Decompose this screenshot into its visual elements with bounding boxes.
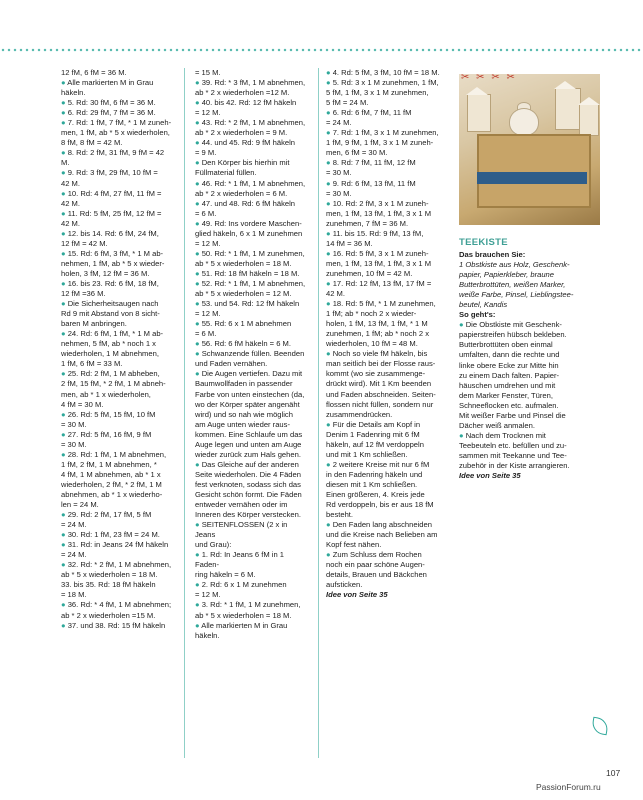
text-line: ● 37. und 38. Rd: 15 fM häkeln xyxy=(61,620,166,630)
text-line: zubehör in der Kiste arrangieren. xyxy=(459,460,570,470)
bullet-icon: ● xyxy=(326,419,333,429)
text-line: = 9 M. xyxy=(195,148,217,158)
text-line: ● Den Faden lang abschneiden xyxy=(326,520,432,530)
text-line: = 30 M. xyxy=(326,168,352,178)
text-line: ● 16. Rd: 5 fM, 3 x 1 M zuneh- xyxy=(326,248,429,258)
text-line: dem Marker Fenster, Türen, xyxy=(459,390,553,400)
text-line: nehmen, 1 fM, ab * 5 x wieder- xyxy=(61,258,165,268)
text-line: = 18 M. xyxy=(61,590,87,600)
text-line: nehmen, 5 fM, ab * noch 1 x xyxy=(61,339,156,349)
text-line: wieder zurück zum Hals gehen. xyxy=(195,449,301,459)
text-line: ● 43. Rd: * 2 fM, 1 M abnehmen, xyxy=(195,118,306,128)
text-line: ● Das Gleiche auf der anderen xyxy=(195,459,299,469)
text-line: Einen größeren, 4. Kreis jede xyxy=(326,489,425,499)
bullet-icon: ● xyxy=(61,78,68,88)
text-line: details, Brauen und Bäckchen xyxy=(326,570,427,580)
text-line: ● 40. bis 42. Rd: 12 fM häkeln xyxy=(195,98,297,108)
bullet-icon: ● xyxy=(326,349,333,359)
bullet-icon: ● xyxy=(61,510,68,520)
bullet-icon: ● xyxy=(61,188,68,198)
text-line: holen, 3 fM, 12 fM = 36 M. xyxy=(61,268,150,278)
bullet-icon: ● xyxy=(326,68,333,77)
text-line: 4 fM = 30 M. xyxy=(61,399,104,409)
bullet-icon: ● xyxy=(326,299,333,309)
text-line: ● Den Körper bis hierhin mit xyxy=(195,158,290,168)
text-line: ab * 2 x wiederholen =15 M. xyxy=(61,610,156,620)
bullet-icon: ● xyxy=(195,550,202,560)
text-line: wiederholen, 2 fM, * 2 fM, 1 M xyxy=(61,479,162,489)
text-line: ring häkeln = 6 M. xyxy=(195,570,256,580)
text-line: diesen mit 1 Km schließen. xyxy=(326,479,418,489)
text-line: Idee von Seite 35 xyxy=(326,590,388,600)
text-line: men, ab * 1 x wiederholen, xyxy=(61,389,151,399)
bullet-icon: ● xyxy=(61,530,68,540)
text-line: 42 M. xyxy=(61,178,80,188)
text-line: 12 fM = 42 M. xyxy=(61,238,108,248)
paper-house xyxy=(579,104,599,136)
text-line: und Faden vernähen. xyxy=(195,359,268,369)
teekiste-photo xyxy=(459,74,600,225)
text-line: 1 Obstkiste aus Holz, Geschenk- xyxy=(459,260,570,270)
text-line: ● 39. Rd: * 3 fM, 1 M abnehmen, xyxy=(195,78,306,88)
bullet-icon: ● xyxy=(195,138,202,148)
text-line: ● 25. Rd: 2 fM, 1 M abheben, xyxy=(61,369,160,379)
text-line: ● 16. bis 23. Rd: 6 fM, 18 fM, xyxy=(61,278,159,288)
text-line: und Faden abschneiden. Seiten- xyxy=(326,389,436,399)
text-line: Mit weißer Farbe und Pinsel die xyxy=(459,410,566,420)
text-line: baren M anbringen. xyxy=(61,319,127,329)
bullet-icon: ● xyxy=(195,78,202,88)
instructions-column-2 xyxy=(195,68,309,641)
text-line: = 30 M. xyxy=(61,419,87,429)
bullet-icon: ● xyxy=(195,268,202,278)
wooden-crate xyxy=(477,134,591,208)
text-line: = 12 M. xyxy=(195,238,221,248)
text-line: holen, 1 fM, 13 fM, 1 fM, * 1 M xyxy=(326,319,428,329)
text-line: ● Nach dem Trocknen mit xyxy=(459,430,546,440)
text-line: 1 fM, 9 fM, 1 fM, 3 x 1 M zuneh- xyxy=(326,138,434,148)
text-line: ● 10. Rd: 4 fM, 27 fM, 11 fM = xyxy=(61,188,162,198)
bullet-icon: ● xyxy=(195,520,202,530)
text-line: ● Alle markierten M in Grau xyxy=(61,78,154,88)
bullet-icon: ● xyxy=(326,248,333,258)
bullet-icon: ● xyxy=(326,158,333,168)
text-line: umfalten, dann die rechte und xyxy=(459,350,560,360)
text-line: ● 8. Rd: 7 fM, 11 fM, 12 fM xyxy=(326,158,416,168)
text-line: ● Zum Schluss dem Rochen xyxy=(326,550,422,560)
leaf-icon xyxy=(591,717,610,736)
bullet-icon: ● xyxy=(459,430,466,440)
text-line: ● Die Obstkiste mit Geschenk- xyxy=(459,320,562,330)
text-line: ● 5. Rd: 30 fM, 6 fM = 36 M. xyxy=(61,98,156,108)
text-line: ● 11. bis 15. Rd: 9 fM, 13 fM, xyxy=(326,228,424,238)
bullet-icon: ● xyxy=(195,580,202,590)
text-line: ● 55. Rd: 6 x 1 M abnehmen xyxy=(195,319,292,329)
bullet-icon: ● xyxy=(61,409,68,419)
text-line: ● 4. Rd: 5 fM, 3 fM, 10 fM = 18 M. xyxy=(326,68,440,77)
text-line: Inneren des Körper verstecken. xyxy=(195,510,301,520)
text-line: ab * 5 x wiederholen = 18 M. xyxy=(195,610,292,620)
text-line: = 12 M. xyxy=(195,590,221,600)
text-line: 42 M. xyxy=(326,289,345,299)
bullet-icon: ● xyxy=(326,520,333,530)
bullet-icon: ● xyxy=(61,299,68,309)
bullet-icon: ● xyxy=(61,369,68,379)
text-line: men, 1 fM, 13 fM, 1 fM, 3 x 1 M xyxy=(326,208,432,218)
bullet-icon: ● xyxy=(61,278,68,288)
text-line: 14 fM = 36 M. xyxy=(326,238,373,248)
bullet-icon: ● xyxy=(195,299,202,309)
bullet-icon: ● xyxy=(326,550,333,560)
text-line: ● 51. Rd: 18 fM häkeln = 18 M. xyxy=(195,268,300,278)
text-line: 12 fM =36 M. xyxy=(61,289,106,299)
bullet-icon: ● xyxy=(195,459,202,469)
text-line: ● Die Sicherheitsaugen nach xyxy=(61,299,159,309)
text-line: = 6 M. xyxy=(195,208,217,218)
bullet-icon: ● xyxy=(61,429,68,439)
bullet-icon: ● xyxy=(195,178,202,188)
text-line: 4 fM, 1 M abnehmen, ab * 1 x xyxy=(61,469,161,479)
text-line: ● 11. Rd: 5 fM, 25 fM, 12 fM = xyxy=(61,208,162,218)
text-line: weiße Farbe, Pinsel, Lieblingstee- xyxy=(459,290,574,300)
scissors-icon: ✂ ✂ ✂ ✂ xyxy=(461,72,517,83)
text-line: = 24 M. xyxy=(326,118,352,128)
text-line: ● Schwanzende füllen. Beenden xyxy=(195,349,305,359)
bullet-icon: ● xyxy=(459,320,466,330)
text-line: ● 7. Rd: 1 fM, 7 fM, * 1 M zuneh- xyxy=(61,118,172,128)
bullet-icon: ● xyxy=(61,560,68,570)
howto-list xyxy=(459,320,609,471)
text-line: = 15 M. xyxy=(195,68,221,77)
text-line: = 6 M. xyxy=(195,329,217,339)
needs-heading: Das brauchen Sie: xyxy=(459,250,526,259)
text-line: zunehmen, 10 fM = 42 M. xyxy=(326,268,413,278)
text-line: 2 fM, 15 fM, * 2 fM, 1 M abneh- xyxy=(61,379,166,389)
text-line: beutel, Kandis xyxy=(459,300,508,310)
text-line: häkeln. xyxy=(195,630,220,640)
text-line: 1 fM, 2 fM, 1 M abnehmen, * xyxy=(61,459,157,469)
text-line: ● 28. Rd: 1 fM, 1 M abnehmen, xyxy=(61,449,167,459)
instructions-column-1 xyxy=(61,68,173,631)
text-line: und die Kreise nach Belieben am xyxy=(326,530,438,540)
text-line: ● 56. Rd: 6 fM häkeln = 6 M. xyxy=(195,339,291,349)
bullet-icon: ● xyxy=(195,198,202,208)
column-divider xyxy=(318,68,319,758)
text-line: Rd 9 mit Abstand von 8 sicht- xyxy=(61,309,160,319)
text-line: häkeln, auf 12 fM verdoppeln xyxy=(326,439,424,449)
text-line: am Auge unten wieder raus- xyxy=(195,419,290,429)
bullet-icon: ● xyxy=(195,339,202,349)
bullet-icon: ● xyxy=(195,158,202,168)
text-line: ● 6. Rd: 29 fM, 7 fM = 36 M. xyxy=(61,108,156,118)
text-line: linke obere Ecke zur Mitte hin xyxy=(459,360,559,370)
bullet-icon: ● xyxy=(61,540,68,550)
text-line: 8 fM, 8 fM = 42 M. xyxy=(61,138,123,148)
text-line: besteht. xyxy=(326,510,354,520)
text-line: zusammendrücken. xyxy=(326,409,393,419)
text-line: zunehmen, 7 fM = 36 M. xyxy=(326,218,409,228)
text-line: Dächer weiß anmalen. xyxy=(459,420,535,430)
bullet-icon: ● xyxy=(195,620,202,630)
bullet-icon: ● xyxy=(195,600,202,610)
bullet-icon: ● xyxy=(195,349,202,359)
text-line: fest verknoten, sodass sich das xyxy=(195,479,301,489)
text-line: zu einem Dach falten. Papier- xyxy=(459,370,560,380)
bullet-icon: ● xyxy=(61,168,68,178)
text-line: in den Fadenring häkeln und xyxy=(326,469,423,479)
text-line: flossen nicht füllen, sondern nur xyxy=(326,399,434,409)
text-line: kommt (wo sie zusammenge- xyxy=(326,369,426,379)
text-line: = 30 M. xyxy=(326,188,352,198)
text-line: häuschen umdrehen und mit xyxy=(459,380,556,390)
text-line: papier, Papierkleber, braune xyxy=(459,270,554,280)
bullet-icon: ● xyxy=(326,108,333,118)
text-line: ab * 2 x wiederholen = 6 M. xyxy=(195,188,288,198)
text-line: ● 8. Rd: 2 fM, 31 fM, 9 fM = 42 M. xyxy=(61,148,165,168)
text-line: ● 36. Rd: * 4 fM, 1 M abnehmen; xyxy=(61,600,172,610)
bullet-icon: ● xyxy=(326,228,333,238)
bullet-icon: ● xyxy=(326,198,333,208)
bullet-icon: ● xyxy=(326,278,333,288)
text-line: entweder vernähen oder im xyxy=(195,500,288,510)
text-line: ● SEITENFLOSSEN (2 x in Jeans xyxy=(195,520,288,540)
bullet-icon: ● xyxy=(61,118,68,128)
text-line: ab * 5 x wiederholen = 18 M. xyxy=(61,570,158,580)
text-line: Auge legen und unten am Auge xyxy=(195,439,302,449)
text-line: ● 31. Rd: in Jeans 24 fM häkeln xyxy=(61,540,169,550)
text-line: ● Für die Details am Kopf in xyxy=(326,419,421,429)
sidebar-text xyxy=(459,250,609,481)
text-line: Gesicht schön formt. Die Fäden xyxy=(195,489,302,499)
text-line: drückt wird). Mit 1 Km beenden xyxy=(326,379,432,389)
watermark: PassionForum.ru xyxy=(536,782,601,792)
text-line: ● 27. Rd: 5 fM, 16 fM, 9 fM xyxy=(61,429,152,439)
text-line: ● 18. Rd: 5 fM, * 1 M zunehmen, xyxy=(326,299,436,309)
text-line: ● 24. Rd: 6 fM, 1 fM, * 1 M ab- xyxy=(61,329,164,339)
bullet-icon: ● xyxy=(61,329,68,339)
bullet-icon: ● xyxy=(195,369,202,379)
bullet-icon: ● xyxy=(195,319,202,329)
text-line: wiederholen, 1 M abnehmen, xyxy=(61,349,159,359)
text-line: ab * 5 x wiederholen = 12 M. xyxy=(195,289,292,299)
text-line: wo der Körper später angenäht xyxy=(195,399,300,409)
text-line: ● 9. Rd: 6 fM, 13 fM, 11 fM xyxy=(326,178,416,188)
text-line: ● 9. Rd: 3 fM, 29 fM, 10 fM = xyxy=(61,168,158,178)
text-line: ab * 2 x wiederholen = 9 M. xyxy=(195,128,288,138)
text-line: 1 fM; ab * noch 2 x wieder- xyxy=(326,309,417,319)
text-line: Füllmaterial füllen. xyxy=(195,168,257,178)
text-line: 42 M. xyxy=(61,218,80,228)
text-line: = 24 M. xyxy=(61,550,87,560)
bullet-icon: ● xyxy=(61,148,68,158)
bullet-icon: ● xyxy=(326,459,333,469)
text-line: ● Alle markierten M in Grau xyxy=(195,620,288,630)
text-line: ● 46. Rd: * 1 fM, 1 M abnehmen, xyxy=(195,178,306,188)
dotted-top-border xyxy=(0,48,643,52)
bullet-icon: ● xyxy=(326,78,333,88)
text-line: wiederholen, 10 fM = 48 M. xyxy=(326,339,418,349)
bullet-icon: ● xyxy=(61,449,68,459)
text-line: häkeln. xyxy=(61,88,86,98)
bullet-icon: ● xyxy=(195,218,202,228)
text-line: ● 32. Rd: * 2 fM, 1 M abnehmen, xyxy=(61,560,172,570)
text-line: Seite wiederholen. Die 4 Fäden xyxy=(195,469,301,479)
text-line: Farbe von unten einstechen (da, xyxy=(195,389,305,399)
text-line: ● 29. Rd: 2 fM, 17 fM, 5 fM xyxy=(61,510,152,520)
text-line: sammen mit Teekanne und Tee- xyxy=(459,450,567,460)
text-line: ● 2 weitere Kreise mit nur 6 fM xyxy=(326,459,430,469)
text-line: kommen. Eine Schlaufe um das xyxy=(195,429,303,439)
text-line: ● 49. Rd: Ins vordere Maschen- xyxy=(195,218,302,228)
bullet-icon: ● xyxy=(61,98,68,108)
text-line: ● 50. Rd: * 1 fM, 1 M zunehmen, xyxy=(195,248,305,258)
howto-heading: So geht's: xyxy=(459,310,496,320)
text-line: und mit 1 Km schließen. xyxy=(326,449,408,459)
text-line: 5 fM = 24 M. xyxy=(326,98,369,108)
paper-house xyxy=(555,88,581,130)
bullet-icon: ● xyxy=(61,228,68,238)
text-line: ● 1. Rd: In Jeans 6 fM in 1 Faden- xyxy=(195,550,285,570)
section-title: TEEKISTE xyxy=(459,237,508,248)
bullet-icon: ● xyxy=(61,620,68,630)
text-line: ab * 2 x wiederholen =12 M. xyxy=(195,88,290,98)
text-line: abnehmen, ab * 1 x wiederho- xyxy=(61,489,163,499)
bullet-icon: ● xyxy=(195,98,202,108)
text-line: men, 6 fM = 30 M. xyxy=(326,148,388,158)
text-line: ● 15. Rd: 6 fM, 3 fM, * 1 M ab- xyxy=(61,248,164,258)
text-line: und Grau): xyxy=(195,540,232,550)
text-line: Kopf fest nähen. xyxy=(326,540,382,550)
text-line: Baumwollfaden in passender xyxy=(195,379,293,389)
text-line: 12 fM, 6 fM = 36 M. xyxy=(61,68,127,77)
text-line: 1 fM, 6 fM = 33 M. xyxy=(61,359,123,369)
text-line: noch ein paar schöne Augen- xyxy=(326,560,425,570)
text-line: ● 6. Rd: 6 fM, 7 fM, 11 fM xyxy=(326,108,412,118)
text-line: Butterbrottüten, weißen Marker, xyxy=(459,280,566,290)
bullet-icon: ● xyxy=(61,208,68,218)
text-line: ● 52. Rd: * 1 fM, 1 M abnehmen, xyxy=(195,278,306,288)
text-line: ● 12. bis 14. Rd: 6 fM, 24 fM, xyxy=(61,228,159,238)
bullet-icon: ● xyxy=(326,178,333,188)
text-line: zunehmen, 1 fM; ab * noch 2 x xyxy=(326,329,429,339)
text-line: ● 44. und 45. Rd: 9 fM häkeln xyxy=(195,138,295,148)
text-line: aufsticken. xyxy=(326,580,363,590)
text-line: Denim 1 Fadenring mit 6 fM xyxy=(326,429,420,439)
text-line: ● 7. Rd: 1 fM, 3 x 1 M zunehmen, xyxy=(326,128,439,138)
text-line: ● 30. Rd: 1 fM, 23 fM = 24 M. xyxy=(61,530,160,540)
text-line: ● 47. und 48. Rd: 6 fM häkeln xyxy=(195,198,295,208)
needs-list xyxy=(459,260,609,310)
text-line: ab * 5 x wiederholen = 18 M. xyxy=(195,258,292,268)
teapot xyxy=(509,108,539,136)
idea-reference: Idee von Seite 35 xyxy=(459,471,521,481)
text-line: men, 1 fM, ab * 5 x wiederholen, xyxy=(61,128,170,138)
bullet-icon: ● xyxy=(61,600,68,610)
text-line: Butterbrottüten oben einmal xyxy=(459,340,553,350)
text-line: 33. bis 35. Rd: 18 fM häkeln xyxy=(61,580,156,590)
text-line: ● Noch so viele fM häkeln, bis xyxy=(326,349,428,359)
text-line: = 30 M. xyxy=(61,439,87,449)
text-line: ● 53. und 54. Rd: 12 fM häkeln xyxy=(195,299,300,309)
text-line: Schneeflocken etc. aufmalen. xyxy=(459,400,559,410)
text-line: ● 10. Rd: 2 fM, 3 x 1 M zuneh- xyxy=(326,198,429,208)
bullet-icon: ● xyxy=(195,278,202,288)
text-line: = 12 M. xyxy=(195,309,221,319)
text-line: wird) und so nah wie möglich xyxy=(195,409,293,419)
text-line: ● 2. Rd: 6 x 1 M zunehmen xyxy=(195,580,287,590)
column-divider xyxy=(184,68,185,758)
text-line: papierstreifen hübsch bekleben. xyxy=(459,330,567,340)
bullet-icon: ● xyxy=(61,108,68,118)
text-line: ● 26. Rd: 5 fM, 15 fM, 10 fM xyxy=(61,409,156,419)
text-line: ● 5. Rd: 3 x 1 M zunehmen, 1 fM, xyxy=(326,78,439,88)
text-line: Rd verdoppeln, bis er aus 18 fM xyxy=(326,500,434,510)
bullet-icon: ● xyxy=(326,128,333,138)
bullet-icon: ● xyxy=(195,248,202,258)
text-line: = 24 M. xyxy=(61,520,87,530)
text-line: Teebeuteln etc. befüllen und zu- xyxy=(459,440,567,450)
text-line: 42 M. xyxy=(61,198,80,208)
bullet-icon: ● xyxy=(61,248,68,258)
page-number: 107 xyxy=(606,768,621,778)
text-line: ● Die Augen vertiefen. Dazu mit xyxy=(195,369,303,379)
text-line: ● 3. Rd: * 1 fM, 1 M zunehmen, xyxy=(195,600,301,610)
text-line: glied häkeln, 6 x 1 M zunehmen xyxy=(195,228,303,238)
text-line: = 12 M. xyxy=(195,108,221,118)
text-line: man seitlich bei der Flosse raus- xyxy=(326,359,436,369)
text-line: len = 24 M. xyxy=(61,500,99,510)
text-line: men, 1 fM, 13 fM, 1 fM, 3 x 1 M xyxy=(326,258,432,268)
text-line: ● 17. Rd: 12 fM, 13 fM, 17 fM = xyxy=(326,278,432,288)
paper-house xyxy=(467,94,491,132)
text-line: 5 fM, 1 fM, 3 x 1 M zunehmen, xyxy=(326,88,429,98)
instructions-column-3 xyxy=(326,68,444,600)
bullet-icon: ● xyxy=(195,118,202,128)
gift-paper-stripe xyxy=(477,172,587,184)
